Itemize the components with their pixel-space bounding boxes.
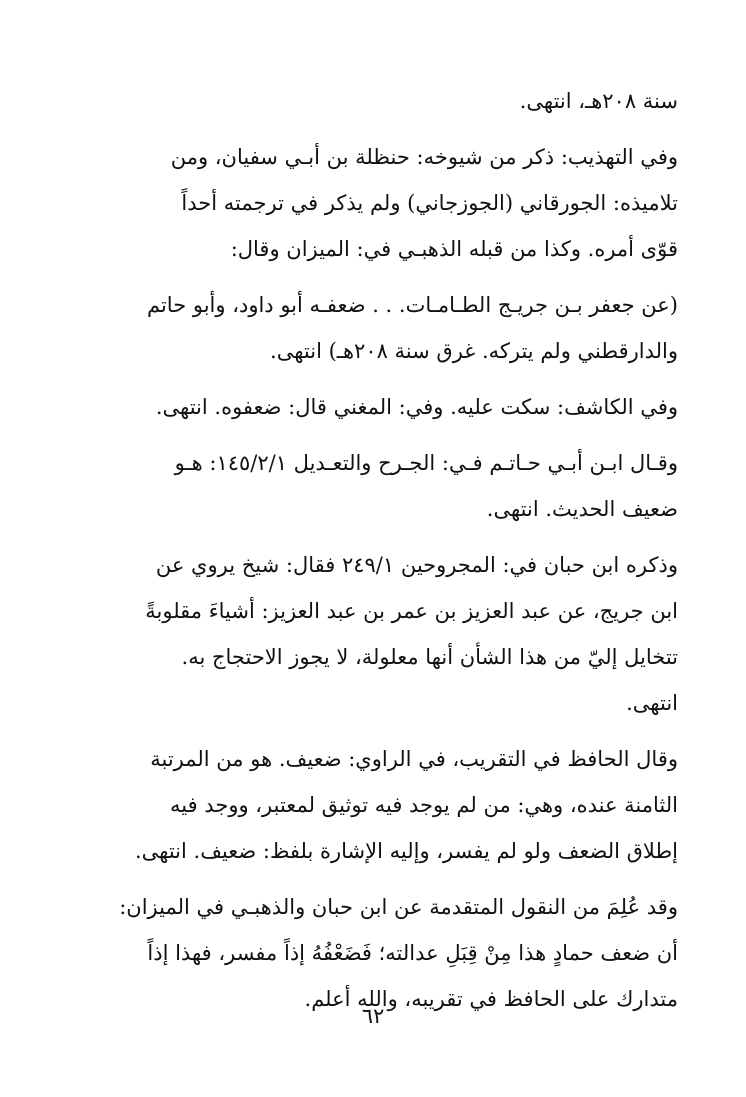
text-line: وذكره ابن حبان في: المجروحين ٢٤٩/١ فقال: شيخ يروي عن bbox=[155, 553, 678, 577]
text-line: تلاميذه: الجورقاني (الجوزجاني) ولم يذكر في ترجمته أحداً bbox=[181, 191, 678, 215]
page-body bbox=[60, 78, 678, 1022]
paragraph-6 bbox=[60, 542, 678, 726]
text-line: وفي التهذيب: ذكر من شيوخه: حنظلة بن أبـي سفيان، ومن bbox=[170, 145, 678, 169]
text-line: الثامنة عنده، وهي: من لم يوجد فيه توثيق لمعتبر، ووجد فيه bbox=[170, 793, 678, 817]
text-line: وفي الكاشف: سكت عليه. وفي: المغني قال: ضعفوه. انتهى. bbox=[155, 395, 678, 419]
text-line: تتخايل إليّ من هذا الشأن أنها معلولة، لا يجوز الاحتجاج به. bbox=[181, 645, 678, 669]
text-line: قوّى أمره. وكذا من قبله الذهبـي في: الميزان وقال: bbox=[230, 237, 678, 261]
paragraph-3 bbox=[60, 282, 678, 374]
text-line: (عن جعفر بـن جريـج الطـامـات. . . ضعفـه أبو داود، وأبو حاتم bbox=[146, 293, 678, 317]
text-line: ضعيف الحديث. انتهى. bbox=[486, 497, 678, 521]
text-line: انتهى. bbox=[626, 691, 678, 715]
paragraph-4 bbox=[60, 384, 678, 430]
text-line: سنة ٢٠٨هـ، انتهى. bbox=[519, 89, 678, 113]
text-line: ابن جريج، عن عبد العزيز بن عمر بن عبد العزيز: أشياءَ مقلوبةً bbox=[145, 599, 678, 623]
text-line: وقد عُلِمَ من النقول المتقدمة عن ابن حبان والذهبـي في الميزان: bbox=[119, 895, 678, 919]
paragraph-8 bbox=[60, 884, 678, 1022]
paragraph-1 bbox=[60, 78, 678, 124]
text-line: متدارك على الحافظ في تقريبه، والله أعلم. bbox=[304, 987, 678, 1011]
text-line: والدارقطني ولم يتركه. غرق سنة ٢٠٨هـ) انتهى. bbox=[270, 339, 678, 363]
text-line: أن ضعف حمادٍ هذا مِنْ قِبَلِ عدالته؛ فَضَعْفُهُ إذاً مفسر، فهذا إذاً bbox=[147, 941, 678, 965]
text-line: وقـال ابـن أبـي حـاتـم فـي: الجـرح والتعـديل ١٤٥/٢/١: هـو bbox=[174, 451, 678, 475]
text-line: وقال الحافظ في التقريب، في الراوي: ضعيف. هو من المرتبة bbox=[150, 747, 678, 771]
paragraph-5 bbox=[60, 440, 678, 532]
paragraph-7 bbox=[60, 736, 678, 874]
page-number: ٦٢ bbox=[361, 1004, 385, 1028]
text-line: إطلاق الضعف ولو لم يفسر، وإليه الإشارة بلفظ: ضعيف. انتهى. bbox=[134, 839, 678, 863]
paragraph-2 bbox=[60, 134, 678, 272]
